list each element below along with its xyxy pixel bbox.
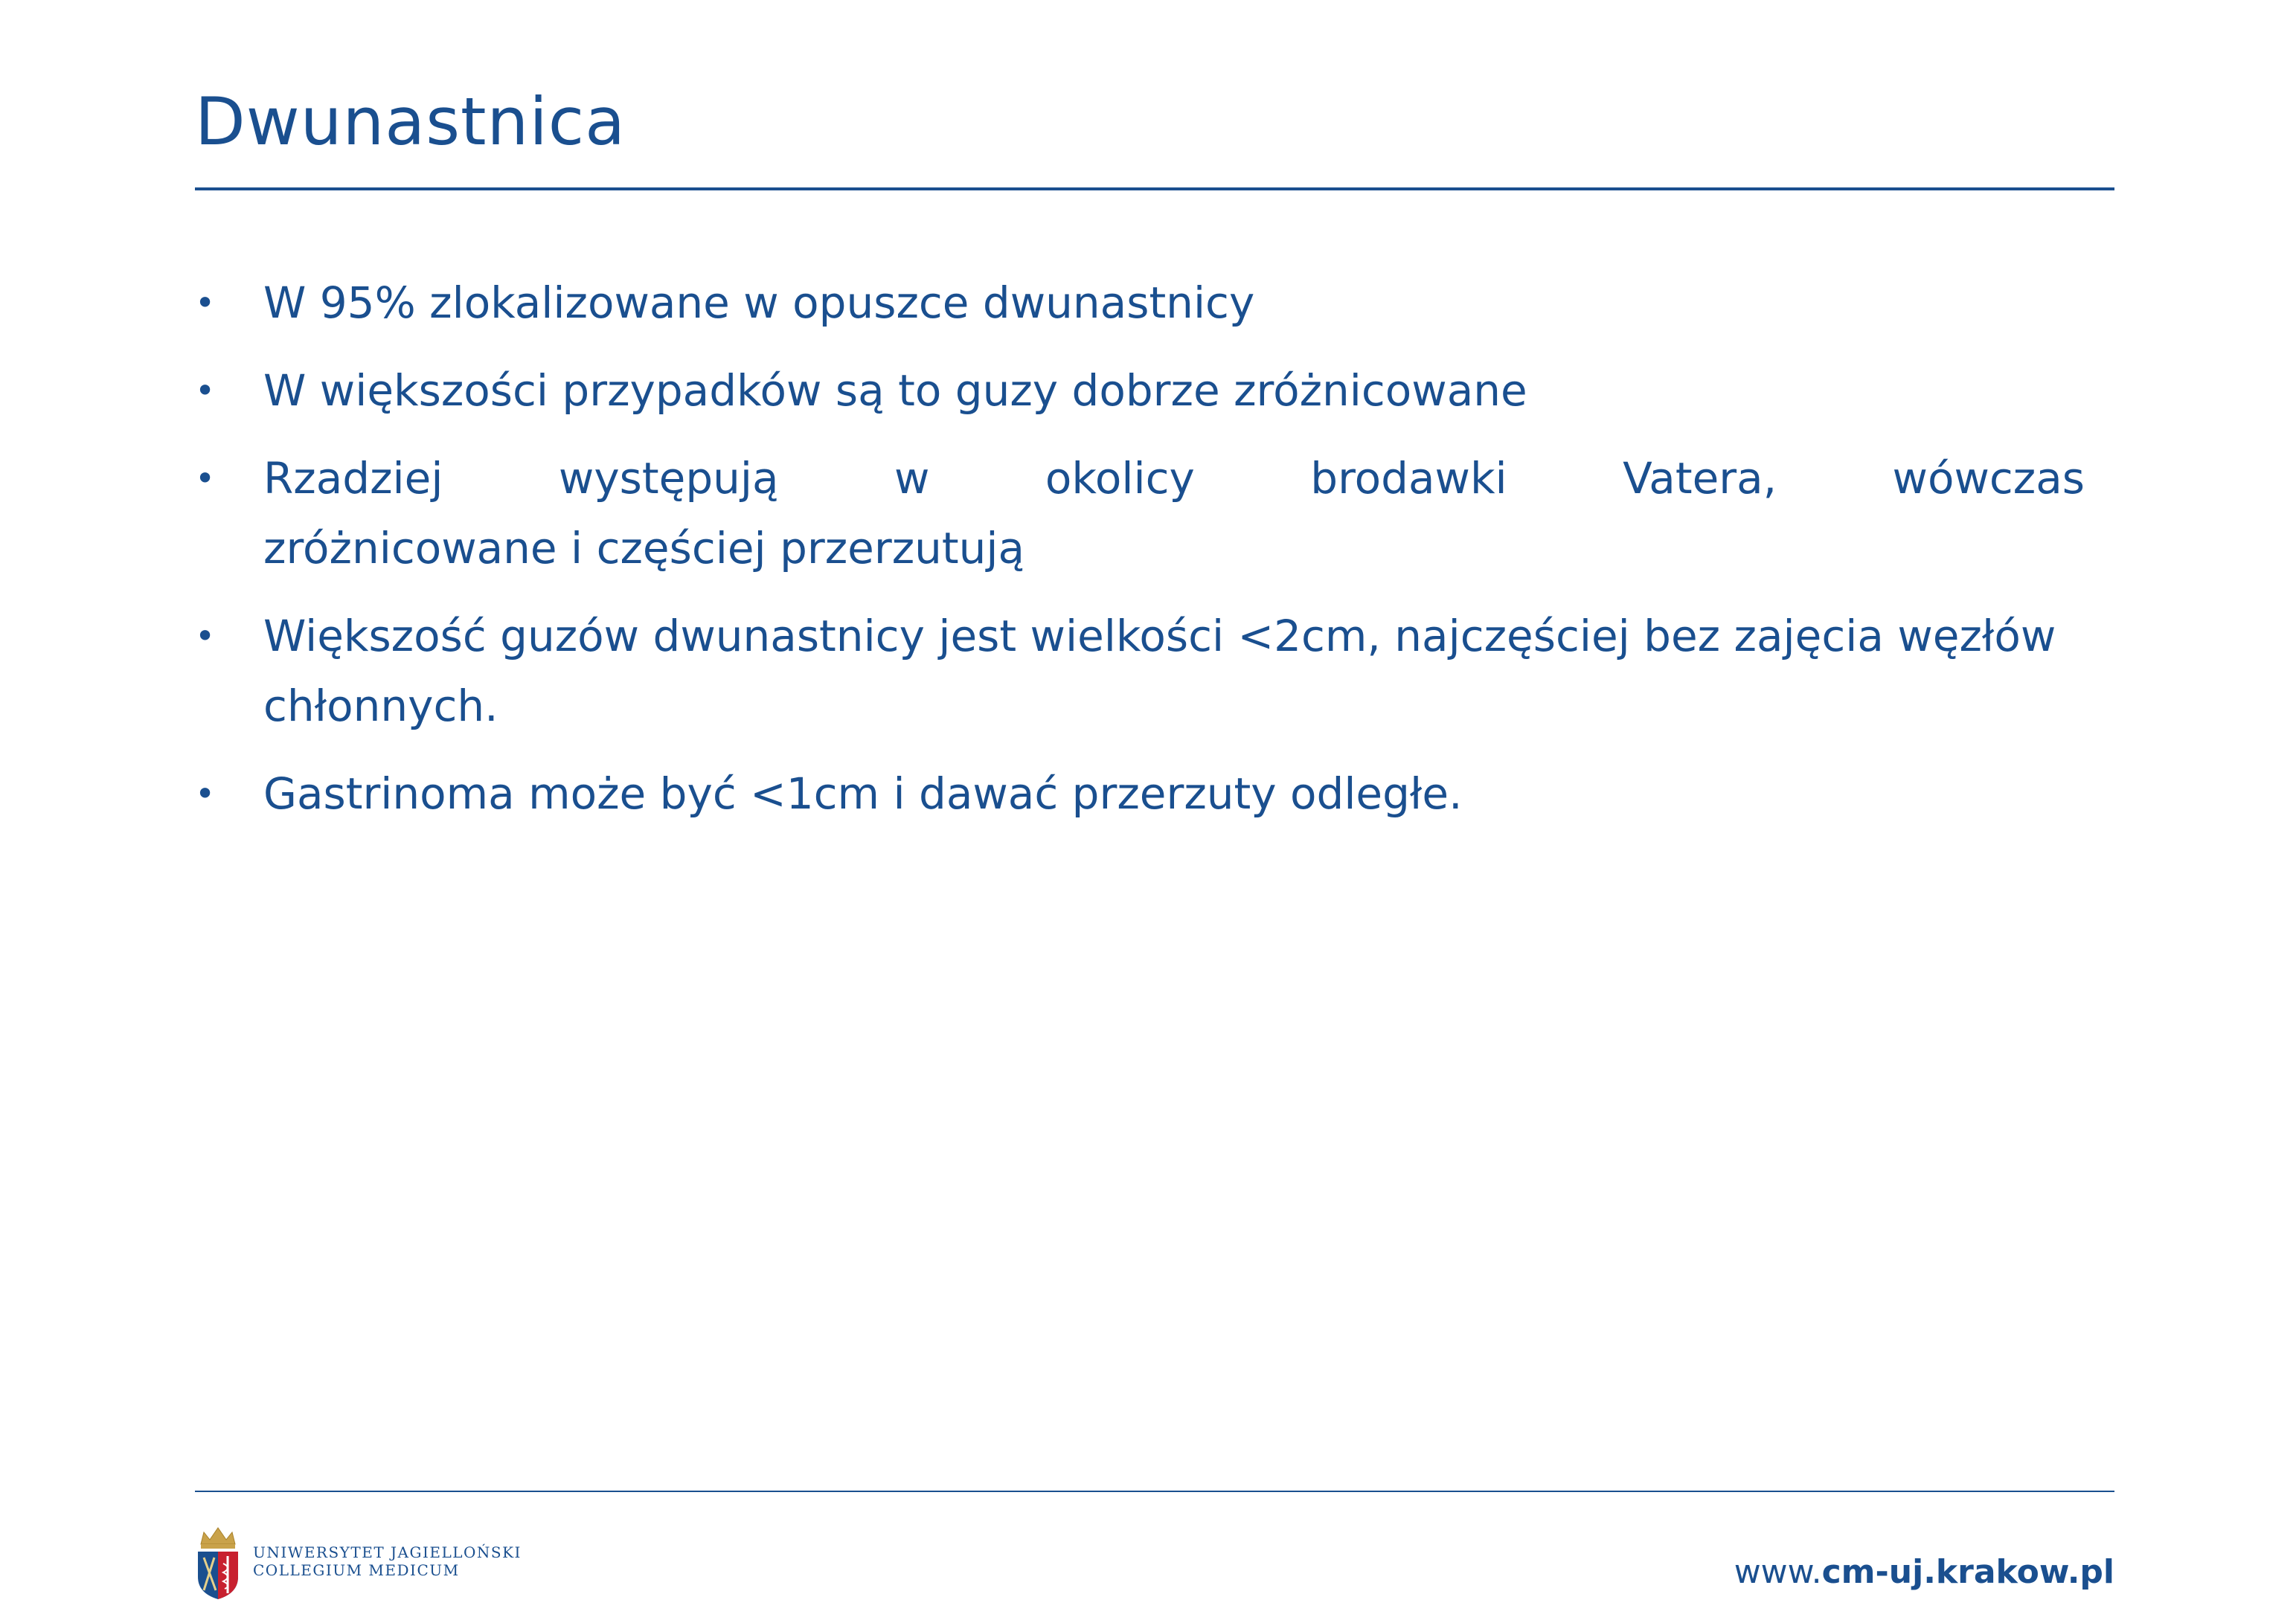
bullet-list [195, 268, 2085, 846]
bullet-text: Gastrinoma może być <1cm i dawać przerzuty odległe. [263, 768, 1463, 819]
website-link[interactable] [1734, 1553, 2114, 1591]
website-link-domain: cm-uj.krakow.pl [1821, 1553, 2114, 1591]
footer-divider [195, 1491, 2114, 1492]
title-divider [195, 187, 2114, 190]
bullet-text [263, 443, 2085, 583]
bullet-dot-icon: • [195, 283, 216, 323]
university-name [253, 1543, 522, 1579]
university-name-line-1: UNIWERSYTET JAGIELLOŃSKI [253, 1543, 522, 1561]
bullet-text: Większość guzów dwunastnicy jest wielkości <2cm, najczęściej bez zajęcia węzłów chłonnych. [263, 611, 2056, 731]
list-item [195, 356, 2085, 425]
university-name-line-2: COLLEGIUM MEDICUM [253, 1561, 460, 1579]
bullet-text-line-1: Rzadziej występują w okolicy brodawki Vatera, wówczas [263, 453, 2085, 504]
list-item [195, 601, 2085, 741]
bullet-dot-icon: • [195, 774, 216, 814]
list-item [195, 443, 2085, 583]
bullet-text-line-2: zróżnicowane i częściej przerzutują [263, 523, 1025, 573]
list-item [195, 759, 2085, 829]
website-link-prefix: www. [1734, 1553, 1822, 1591]
bullet-text: W 95% zlokalizowane w opuszce dwunastnicy [263, 277, 1255, 328]
list-item [195, 268, 2085, 338]
bullet-dot-icon: • [195, 458, 216, 498]
university-logo [195, 1520, 522, 1602]
bullet-text: W większości przypadków są to guzy dobrze zróżnicowane [263, 365, 1527, 416]
university-crest-icon [195, 1522, 241, 1601]
page-title: Dwunastnica [195, 83, 626, 160]
bullet-dot-icon: • [195, 370, 216, 411]
bullet-dot-icon: • [195, 616, 216, 656]
